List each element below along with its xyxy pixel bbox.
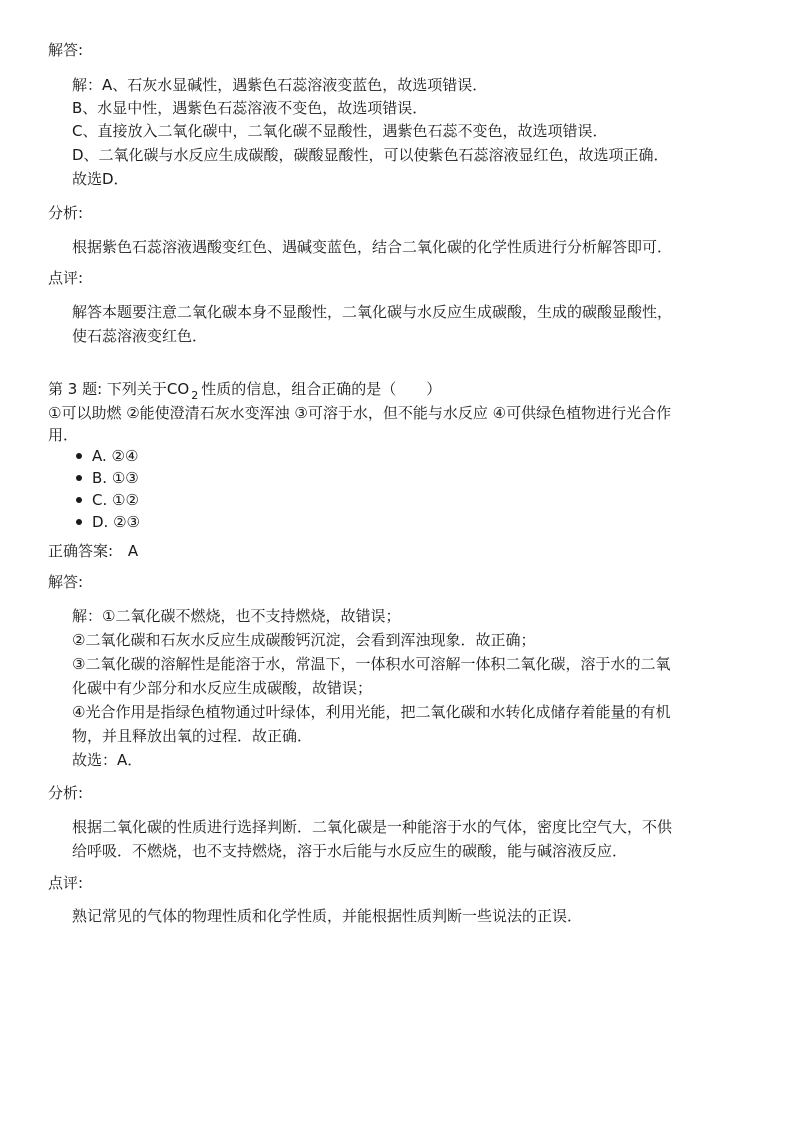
- answer-heading: 解答:: [48, 573, 84, 591]
- stem-subscript: 2: [191, 389, 199, 402]
- answer-line: 故选D．: [72, 170, 129, 188]
- answer-line: 解：A、石灰水显碱性，遇紫色石蕊溶液变蓝色，故选项错误．: [72, 76, 488, 94]
- comment-heading: 点评:: [48, 269, 84, 287]
- answer-line: 化碳中有少部分和水反应生成碳酸，故错误；: [72, 679, 373, 697]
- option-bullet: [76, 453, 82, 459]
- answer-line: 解：①二氧化碳不燃烧，也不支持燃烧，故错误；: [72, 607, 401, 625]
- option-bullet: [76, 475, 82, 481]
- correct-answer-value: A: [127, 542, 139, 560]
- answer-line: 故选：A．: [72, 751, 143, 769]
- analysis-line: 根据二氧化碳的性质进行选择判断．二氧化碳是一种能溶于水的气体，密度比空气大，不供: [72, 818, 673, 836]
- answer-line: B、水显中性，遇紫色石蕊溶液不变色，故选项错误．: [72, 99, 428, 117]
- analysis-line: 给呼吸．不燃烧，也不支持燃烧，溶于水后能与水反应生的碳酸，能与碱溶液反应．: [72, 842, 628, 860]
- answer-line: ②二氧化碳和石灰水反应生成碳酸钙沉淀，会看到浑浊现象．故正确；: [72, 631, 536, 649]
- question-statement: ①可以助燃 ②能使澄清石灰水变浑浊 ③可溶于水，但不能与水反应 ④可供绿色植物进行光合作: [48, 404, 672, 422]
- option-bullet: [76, 519, 82, 525]
- option-c: C. ①②: [92, 491, 139, 509]
- analysis-heading: 分析:: [48, 204, 84, 222]
- question-label: 第 3 题:: [48, 380, 103, 398]
- comment-line: 解答本题要注意二氧化碳本身不显酸性，二氧化碳与水反应生成碳酸，生成的碳酸显酸性，: [72, 303, 673, 321]
- correct-answer: [48, 540, 138, 562]
- answer-line: ③二氧化碳的溶解性是能溶于水，常温下，一体积水可溶解一体积二氧化碳，溶于水的二氧: [72, 655, 671, 673]
- question-stem: [48, 378, 441, 402]
- option-b: B. ①③: [92, 469, 139, 487]
- analysis-heading: 分析:: [48, 784, 84, 802]
- answer-line: D、二氧化碳与水反应生成碳酸，碳酸显酸性，可以使紫色石蕊溶液显红色，故选项正确．: [72, 146, 669, 164]
- question-statement: 用．: [48, 426, 79, 444]
- option-bullet: [76, 497, 82, 503]
- analysis-line: 根据紫色石蕊溶液遇酸变红色、遇碱变蓝色，结合二氧化碳的化学性质进行分析解答即可．: [72, 238, 673, 256]
- answer-heading: 解答:: [48, 41, 84, 59]
- correct-answer-label: 正确答案:: [48, 542, 114, 560]
- answer-line: ④光合作用是指绿色植物通过叶绿体，利用光能，把二氧化碳和水转化成储存着能量的有机: [72, 703, 671, 721]
- comment-line: 熟记常见的气体的物理性质和化学性质，并能根据性质判断一些说法的正误．: [72, 907, 583, 925]
- comment-line: 使石蕊溶液变红色．: [72, 327, 208, 345]
- stem-prefix: 下列关于CO: [106, 380, 190, 398]
- stem-suffix: 性质的信息，组合正确的是（ ）: [201, 380, 442, 398]
- answer-line: C、直接放入二氧化碳中，二氧化碳不显酸性，遇紫色石蕊不变色，故选项错误．: [72, 122, 608, 140]
- option-d: D. ②③: [92, 513, 140, 531]
- comment-heading: 点评:: [48, 874, 84, 892]
- answer-line: 物，并且释放出氧的过程．故正确．: [72, 727, 313, 745]
- option-a: A. ②④: [92, 447, 139, 465]
